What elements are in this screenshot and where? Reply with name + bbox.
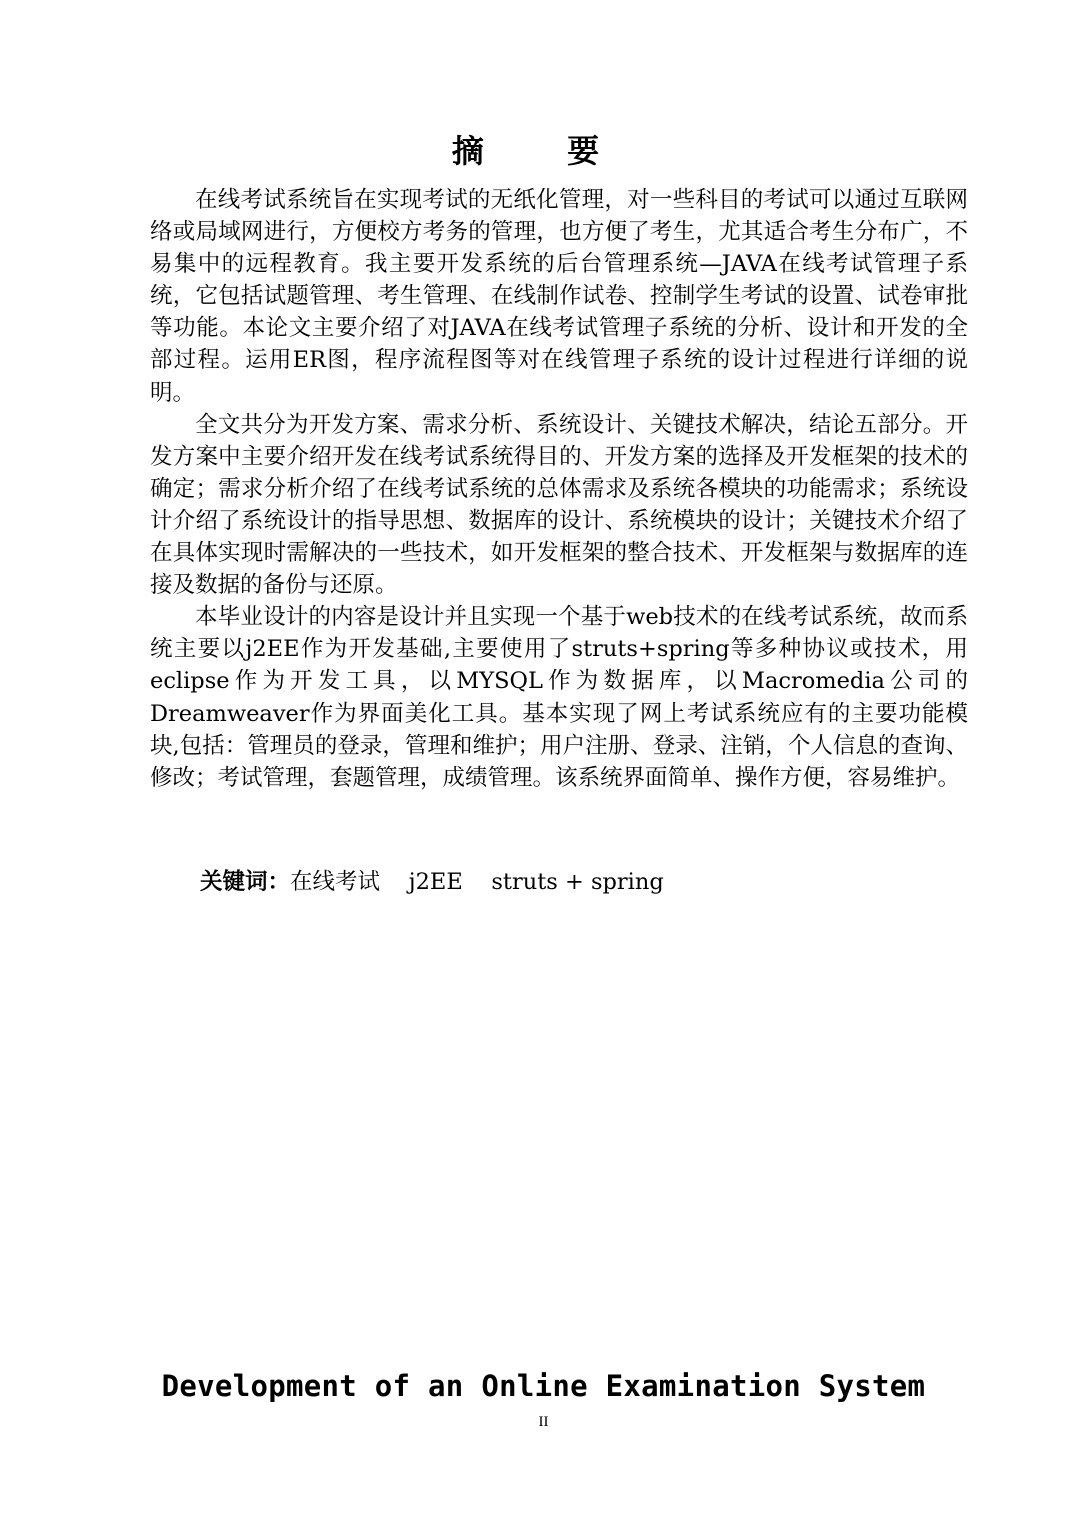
english-title: Development of an Online Examination System — [161, 1369, 926, 1403]
abstract-body — [150, 184, 968, 794]
keywords-line — [200, 866, 664, 898]
abstract-paragraph-2: 全文共分为开发方案、需求分析、系统设计、关键技术解决，结论五部分。开发方案中主要介绍开发在线考试系统得目的、开发方案的选择及开发框架的技术的确定；需求分析介绍了在线考试系统的总体需求及系统各模块的功能需求；系统设计介绍了系统设计的指导思想、数据库的设计、系统模块的设计；关键技术介绍了在具体实现时需解决的一些技术，如开发框架的整合技术、开发框架与数据库的连接及数据的备份与还原。 — [150, 411, 968, 599]
keywords-label: 关键词： — [200, 869, 291, 895]
keywords-value: 在线考试 j2EE struts + spring — [290, 869, 664, 895]
abstract-paragraph-3: 本毕业设计的内容是设计并且实现一个基于web技术的在线考试系统，故而系统主要以j2EE作为开发基础,主要使用了struts+spring等多种协议或技术，用eclipse作为开发工具，以MYSQL作为数据库，以Macromedia公司的Dreamweaver作为界面美化工具。基本实现了网上考试系统应有的主要功能模块,包括：管理员的登录，管理和维护；用户注册、登录、注销，个人信息的查询、修改；考试管理，套题管理，成绩管理。该系统界面简单、操作方便，容易维护。 — [150, 604, 968, 791]
abstract-title: 摘 要 — [451, 132, 636, 170]
abstract-paragraph-1: 在线考试系统旨在实现考试的无纸化管理，对一些科目的考试可以通过互联网络或局域网进行，方便校方考务的管理，也方便了考生，尤其适合考生分布广，不易集中的远程教育。我主要开发系统的后台管理系统—JAVA在线考试管理子系统，它包括试题管理、考生管理、在线制作试卷、控制学生考试的设置、试卷审批等功能。本论文主要介绍了对JAVA在线考试管理子系统的分析、设计和开发的全部过程。运用ER图，程序流程图等对在线管理子系统的设计过程进行详细的说明。 — [150, 187, 968, 406]
page-number: II — [538, 1414, 549, 1430]
